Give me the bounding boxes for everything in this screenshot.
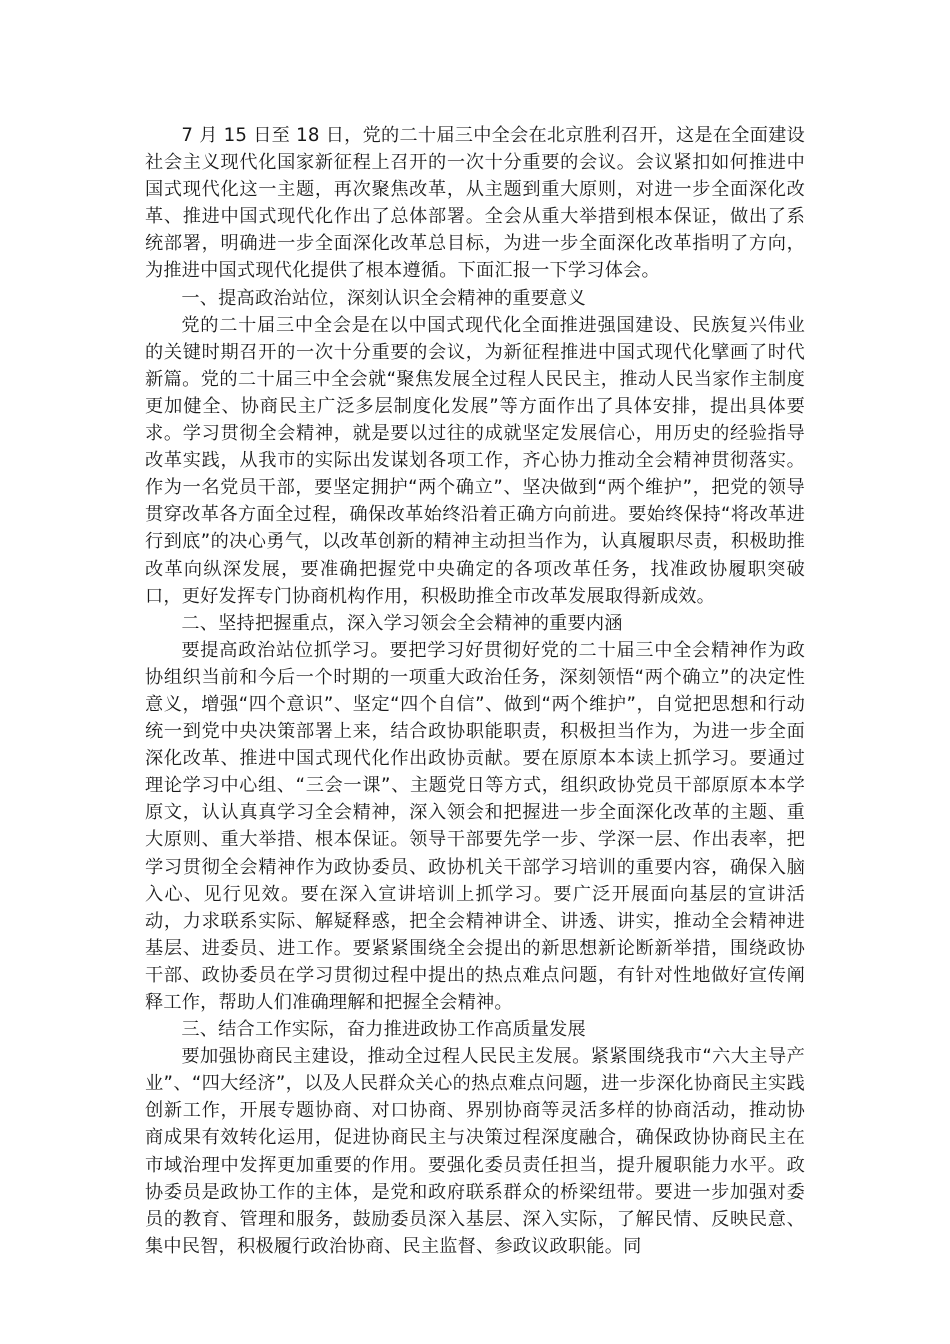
section-2-paragraph: 要提高政治站位抓学习。要把学习好贯彻好党的二十届三中全会精神作为政协组织当前和今后一个时期的一项重大政治任务，深刻领悟“两个确立”的决定性意义，增强“四个意识”、坚定“四个自信”、做到“两个维护”，自觉把思想和行动统一到党中央决策部署上来，结合政协职能职责，积极担当作为，为进一步全面深化改革、推进中国式现代化作出政协贡献。要在原原本本读上抓学习。要通过理论学习中心组、“三会一课”、主题党日等方式，组织政协党员干部原原本本学原文，认认真真学习全会精神，深入领会和把握进一步全面深化改革的主题、重大原则、重大举措、根本保证。领导干部要先学一步、学深一层、作出表率，把学习贯彻全会精神作为政协委员、政协机关干部学习培训的重要内容，确保入脑入心、见行见效。要在深入宣讲培训上抓学习。要广泛开展面向基层的宣讲活动，力求联系实际、解疑释惑，把全会精神讲全、讲透、讲实，推动全会精神进基层、进委员、进工作。要紧紧围绕全会提出的新思想新论断新举措，围绕政协干部、政协委员在学习贯彻过程中提出的热点难点问题，有针对性地做好宣传阐释工作，帮助人们准确理解和把握全会精神。 <box>145 639 805 1013</box>
section-3-paragraph: 要加强协商民主建设，推动全过程人民民主发展。紧紧围绕我市“六大主导产业”、“四大经济”，以及人民群众关心的热点难点问题，进一步深化协商民主实践创新工作，开展专题协商、对口协商、界别协商等灵活多样的协商活动，推动协商成果有效转化运用，促进协商民主与决策过程深度融合，确保政协协商民主在市域治理中发挥更加重要的作用。要强化委员责任担当，提升履职能力水平。政协委员是政协工作的主体，是党和政府联系群众的桥梁纽带。要进一步加强对委员的教育、管理和服务，鼓励委员深入基层、深入实际，了解民情、反映民意、集中民智，积极履行政治协商、民主监督、参政议政职能。同 <box>145 1046 805 1257</box>
section-3-heading: 三、结合工作实际，奋力推进政协工作高质量发展 <box>181 1019 586 1041</box>
section-2-heading: 二、坚持把握重点，深入学习领会全会精神的重要内涵 <box>181 612 623 634</box>
document-page <box>145 122 805 1260</box>
intro-paragraph: 7 月 15 日至 18 日，党的二十届三中全会在北京胜利召开，这是在全面建设社会主义现代化国家新征程上召开的一次十分重要的会议。会议紧扣如何推进中国式现代化这一主题，再次聚焦改革，从主题到重大原则，对进一步全面深化改革、推进中国式现代化作出了总体部署。全会从重大举措到根本保证，做出了系统部署，明确进一步全面深化改革总目标，为进一步全面深化改革指明了方向，为推进中国式现代化提供了根本遵循。下面汇报一下学习体会。 <box>145 125 805 282</box>
section-1-heading: 一、提高政治站位，深刻认识全会精神的重要意义 <box>181 287 586 309</box>
section-1-paragraph: 党的二十届三中全会是在以中国式现代化全面推进强国建设、民族复兴伟业的关键时期召开的一次十分重要的会议，为新征程推进中国式现代化擘画了时代新篇。党的二十届三中全会就“聚焦发展全过程人民民主，推动人民当家作主制度更加健全、协商民主广泛多层制度化发展”等方面作出了具体安排，提出具体要求。学习贯彻全会精神，就是要以过往的成就坚定发展信心，用历史的经验指导改革实践，从我市的实际出发谋划各项工作，齐心协力推动全会精神贯彻落实。作为一名党员干部，要坚定拥护“两个确立”、坚决做到“两个维护”，把党的领导贯穿改革各方面全过程，确保改革始终沿着正确方向前进。要始终保持“将改革进行到底”的决心勇气，以改革创新的精神主动担当作为，认真履职尽责，积极助推改革向纵深发展，要准确把握党中央确定的各项改革任务，找准政协履职突破口，更好发挥专门协商机构作用，积极助推全市改革发展取得新成效。 <box>145 314 805 607</box>
